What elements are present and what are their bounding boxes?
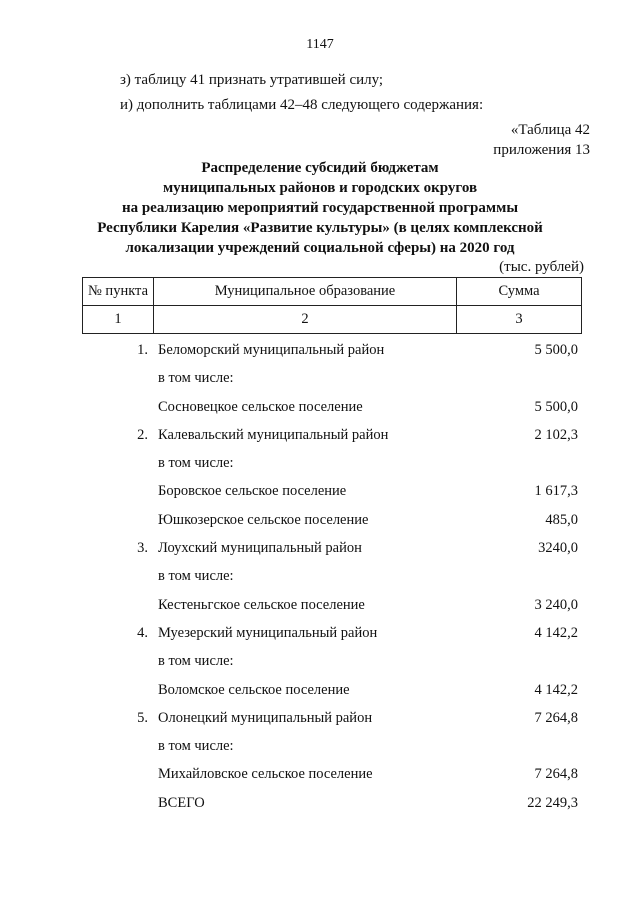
column-number-1: 1: [83, 306, 154, 334]
row-name: Олонецкий муниципальный район: [158, 709, 373, 726]
table-row: [82, 704, 582, 732]
table-row: [82, 647, 582, 675]
header-municipality: Муниципальное образование: [154, 278, 457, 306]
table-row: [82, 449, 582, 477]
table-header: [82, 277, 582, 334]
table-row: [82, 760, 582, 788]
table-row: [82, 477, 582, 505]
table-ref-line: «Таблица 42: [510, 122, 590, 138]
row-amount: 4 142,2: [534, 624, 578, 641]
row-amount: 7 264,8: [534, 709, 578, 726]
row-name: ВСЕГО: [158, 794, 205, 811]
row-amount: 3 240,0: [534, 596, 578, 613]
row-amount: 7 264,8: [534, 766, 578, 783]
row-name: Муезерский муниципальный район: [158, 624, 378, 641]
table-body: [82, 336, 582, 817]
table-row: [82, 562, 582, 590]
header-amount: Сумма: [457, 278, 582, 306]
table-row: [82, 732, 582, 760]
row-name: Лоухский муниципальный район: [158, 540, 362, 557]
table-reference: [493, 120, 590, 160]
title-line: на реализацию мероприятий государственной программы: [121, 200, 519, 216]
row-name: Боровское сельское поселение: [158, 483, 347, 500]
title-line: локализации учреждений социальной сферы) на 2020 год: [125, 240, 515, 256]
row-name: Сосновецкое сельское поселение: [158, 398, 363, 415]
row-name: в том числе:: [158, 568, 234, 585]
table-row: [82, 591, 582, 619]
table-row: [82, 506, 582, 534]
document-title: [70, 158, 570, 258]
table-ref-line: приложения 13: [493, 142, 590, 158]
page-number: 1147: [306, 37, 334, 52]
row-name: Кестеньгское сельское поселение: [158, 596, 365, 613]
row-amount: 5 500,0: [534, 398, 578, 415]
table-row: [82, 393, 582, 421]
row-name: Воломское сельское поселение: [158, 681, 350, 698]
header-number: № пункта: [83, 278, 154, 306]
table-row: [82, 421, 582, 449]
paragraph-i: и) дополнить таблицами 42–48 следующего содержания:: [120, 97, 484, 113]
units-label: (тыс. рублей): [499, 259, 584, 275]
column-number-2: 2: [154, 306, 457, 334]
row-amount: 485,0: [545, 511, 578, 528]
row-number: 3.: [137, 540, 148, 557]
title-line: муниципальных районов и городских округов: [162, 180, 478, 196]
table-row: [82, 336, 582, 364]
row-name: Михайловское сельское поселение: [158, 766, 373, 783]
row-name: в том числе:: [158, 455, 234, 472]
paragraph-z: з) таблицу 41 признать утратившей силу;: [120, 72, 384, 88]
row-name: в том числе:: [158, 370, 234, 387]
row-amount: 22 249,3: [527, 794, 578, 811]
table-row: [82, 619, 582, 647]
row-amount: 4 142,2: [534, 681, 578, 698]
row-name: Беломорский муниципальный район: [158, 342, 385, 358]
row-name: в том числе:: [158, 653, 234, 670]
table-row: [82, 364, 582, 392]
row-amount: 5 500,0: [534, 342, 578, 358]
row-number: 5.: [137, 709, 148, 726]
row-number: 4.: [137, 624, 148, 641]
title-line: Республики Карелия «Развитие культуры» (в целях комплексной: [97, 220, 543, 236]
row-amount: 3240,0: [538, 540, 578, 557]
title-line: Распределение субсидий бюджетам: [201, 160, 439, 176]
table-row: [82, 534, 582, 562]
row-name: Юшкозерское сельское поселение: [158, 511, 369, 528]
table-row: [82, 676, 582, 704]
row-amount: 1 617,3: [534, 483, 578, 500]
column-number-3: 3: [457, 306, 582, 334]
row-amount: 2 102,3: [534, 426, 578, 443]
row-number: 1.: [137, 342, 148, 358]
row-number: 2.: [137, 426, 148, 443]
row-name: в том числе:: [158, 738, 234, 755]
table-row: [82, 789, 582, 817]
row-name: Калевальский муниципальный район: [158, 426, 389, 443]
